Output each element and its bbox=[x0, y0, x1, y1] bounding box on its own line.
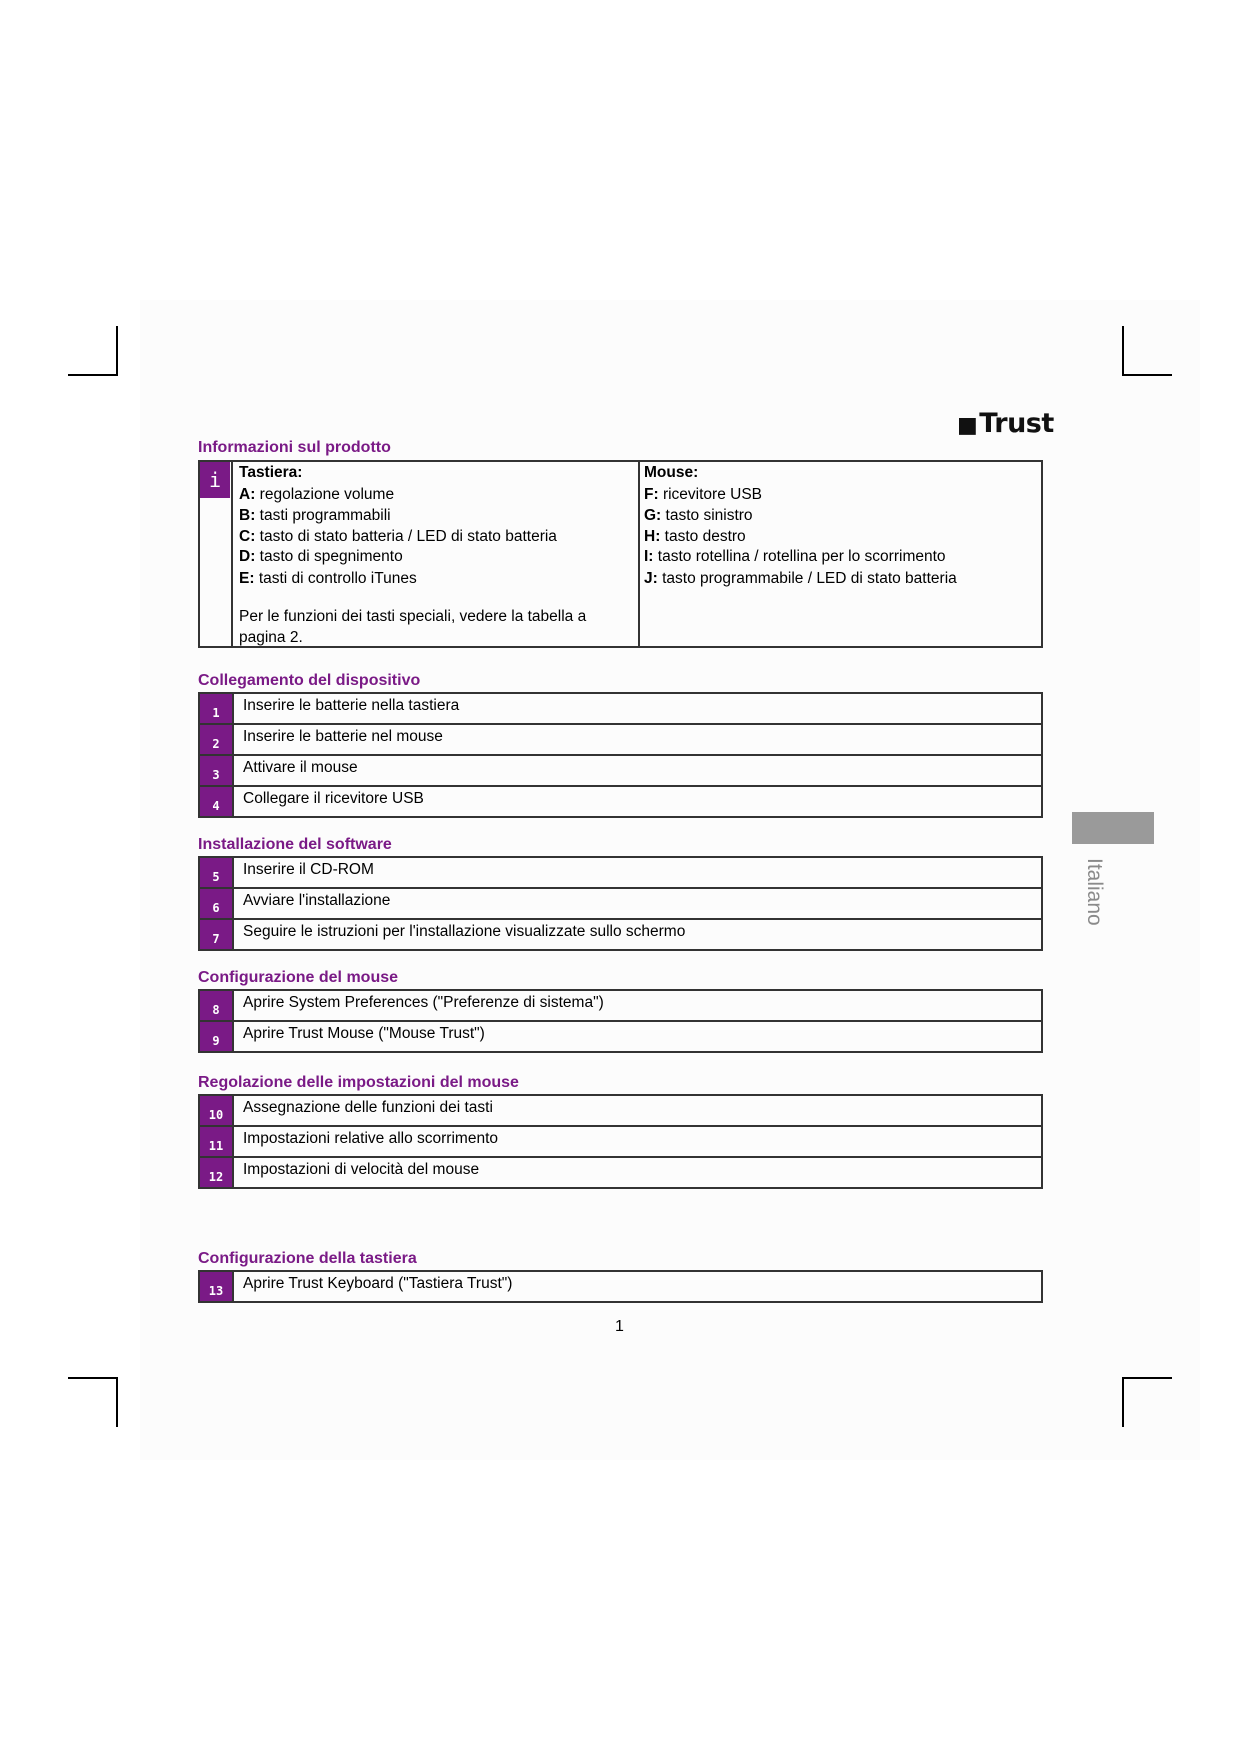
step-text: Collegare il ricevitore USB bbox=[243, 790, 424, 807]
keyboard-column bbox=[239, 463, 586, 648]
step-number: 11 bbox=[200, 1127, 232, 1156]
trust-logo-icon: ■ bbox=[957, 413, 978, 438]
step-text: Seguire le istruzioni per l'installazione visualizzate sullo schermo bbox=[243, 923, 686, 940]
divider bbox=[232, 858, 234, 887]
list-item: I: tasto rotellina / rotellina per lo scorrimento bbox=[644, 548, 946, 565]
list-item: G: tasto sinistro bbox=[644, 507, 753, 524]
step-number: 2 bbox=[200, 725, 232, 754]
divider bbox=[232, 1272, 234, 1301]
divider bbox=[232, 1127, 234, 1156]
divider bbox=[231, 462, 233, 646]
table-row bbox=[200, 1096, 1041, 1127]
section-title-software: Installazione del software bbox=[198, 836, 392, 853]
divider bbox=[232, 1096, 234, 1125]
divider bbox=[232, 694, 234, 723]
table-row bbox=[200, 725, 1041, 756]
divider bbox=[232, 787, 234, 816]
step-number: 8 bbox=[200, 991, 232, 1020]
step-text: Assegnazione delle funzioni dei tasti bbox=[243, 1099, 493, 1116]
table-row bbox=[200, 756, 1041, 787]
step-text: Aprire System Preferences ("Preferenze di sistema") bbox=[243, 994, 604, 1011]
list-item: J: tasto programmabile / LED di stato batteria bbox=[644, 569, 957, 587]
crop-mark-bottom-right bbox=[1122, 1377, 1124, 1427]
step-text: Impostazioni di velocità del mouse bbox=[243, 1161, 480, 1178]
crop-mark-top-left bbox=[68, 374, 118, 376]
crop-mark-bottom-left bbox=[68, 1377, 118, 1379]
divider bbox=[232, 889, 234, 918]
steps-table-software bbox=[198, 856, 1043, 951]
table-row bbox=[200, 787, 1041, 816]
step-number: 10 bbox=[200, 1096, 232, 1125]
list-item: E: tasti di controllo iTunes bbox=[239, 569, 417, 587]
table-row bbox=[200, 1272, 1041, 1301]
section-title-mouse-settings: Regolazione delle impostazioni del mouse bbox=[198, 1074, 519, 1091]
product-info-box bbox=[198, 460, 1043, 648]
step-number: 12 bbox=[200, 1158, 232, 1187]
list-item: A: regolazione volume bbox=[239, 485, 395, 503]
mouse-heading: Mouse: bbox=[644, 464, 699, 481]
table-row bbox=[200, 991, 1041, 1022]
section-title-keyboard-config: Configurazione della tastiera bbox=[198, 1250, 417, 1267]
steps-table-keyboard-config bbox=[198, 1270, 1043, 1303]
table-row bbox=[200, 889, 1041, 920]
step-text: Avviare l'installazione bbox=[243, 892, 391, 909]
divider bbox=[232, 756, 234, 785]
page-number: 1 bbox=[615, 1318, 624, 1335]
divider bbox=[638, 462, 640, 646]
steps-table-connection bbox=[198, 692, 1043, 818]
divider bbox=[232, 725, 234, 754]
crop-mark-top-right bbox=[1122, 326, 1124, 376]
list-item: C: tasto di stato batteria / LED di stato batteria bbox=[239, 527, 557, 545]
step-text: Aprire Trust Keyboard ("Tastiera Trust") bbox=[243, 1275, 513, 1292]
table-row bbox=[200, 1127, 1041, 1158]
divider bbox=[232, 1022, 234, 1051]
table-row bbox=[200, 1158, 1041, 1187]
list-item: F: ricevitore USB bbox=[644, 485, 763, 503]
divider bbox=[232, 920, 234, 949]
section-title-connection: Collegamento del dispositivo bbox=[198, 672, 421, 689]
step-number: 6 bbox=[200, 889, 232, 918]
step-number: 5 bbox=[200, 858, 232, 887]
language-tab bbox=[1072, 812, 1154, 844]
step-number: 3 bbox=[200, 756, 232, 785]
list-item: H: tasto destro bbox=[644, 527, 746, 545]
crop-mark-top-left bbox=[116, 326, 118, 376]
info-icon: i bbox=[200, 462, 230, 498]
crop-mark-bottom-right bbox=[1122, 1377, 1172, 1379]
divider bbox=[232, 991, 234, 1020]
table-row bbox=[200, 694, 1041, 725]
table-row bbox=[200, 920, 1041, 949]
list-item: B: tasti programmabili bbox=[239, 507, 391, 524]
step-text: Inserire il CD-ROM bbox=[243, 861, 374, 878]
crop-mark-bottom-left bbox=[116, 1377, 118, 1427]
section-title-product-info: Informazioni sul prodotto bbox=[198, 439, 391, 456]
step-text: Inserire le batterie nella tastiera bbox=[243, 697, 460, 714]
table-row bbox=[200, 1022, 1041, 1051]
keyboard-heading: Tastiera: bbox=[239, 464, 303, 481]
keyboard-note: Per le funzioni dei tasti speciali, vedere la tabella a bbox=[239, 608, 587, 625]
steps-table-mouse-config bbox=[198, 989, 1043, 1053]
trust-logo: ■Trust bbox=[957, 408, 1054, 439]
steps-table-mouse-settings bbox=[198, 1094, 1043, 1189]
step-number: 9 bbox=[200, 1022, 232, 1051]
step-text: Attivare il mouse bbox=[243, 759, 358, 776]
step-text: Inserire le batterie nel mouse bbox=[243, 728, 443, 745]
step-number: 1 bbox=[200, 694, 232, 723]
crop-mark-top-right bbox=[1122, 374, 1172, 376]
step-number: 4 bbox=[200, 787, 232, 816]
table-row bbox=[200, 858, 1041, 889]
step-number: 13 bbox=[200, 1272, 232, 1301]
list-item: D: tasto di spegnimento bbox=[239, 548, 403, 565]
keyboard-note: pagina 2. bbox=[239, 628, 303, 646]
language-label: Italiano bbox=[1083, 858, 1106, 926]
step-text: Impostazioni relative allo scorrimento bbox=[243, 1130, 498, 1147]
step-number: 7 bbox=[200, 920, 232, 949]
section-title-mouse-config: Configurazione del mouse bbox=[198, 969, 399, 986]
divider bbox=[232, 1158, 234, 1187]
step-text: Aprire Trust Mouse ("Mouse Trust") bbox=[243, 1025, 485, 1042]
mouse-column bbox=[644, 463, 957, 589]
